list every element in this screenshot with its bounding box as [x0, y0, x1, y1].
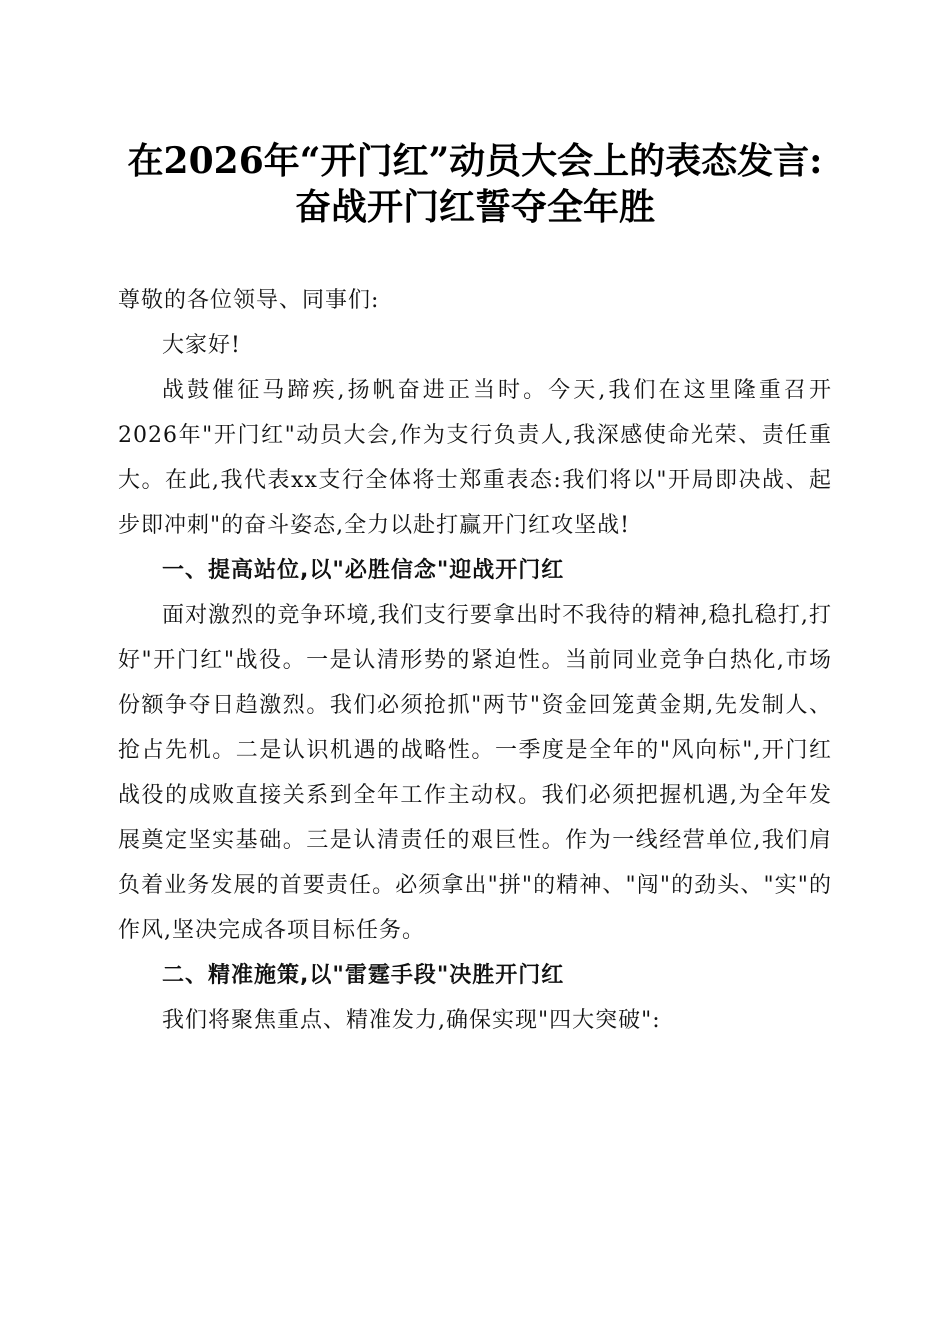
salutation: 尊敬的各位领导、同事们:: [118, 288, 380, 313]
section-1-paragraph: 面对激烈的竞争环境,我们支行要拿出时不我待的精神,稳扎稳打,打好"开门红"战役。一是认清形势的紧迫性。当前同业竞争白热化,市场份额争夺日趋激烈。我们必须抢抓"两节"资金回笼黄金期,先发制人、抢占先机。二是认识机遇的战略性。一季度是全年的"风向标",开门红战役的成败直接关系到全年工作主动权。我们必须把握机遇,为全年发展奠定坚实基础。三是认清责任的艰巨性。作为一线经营单位,我们肩负着业务发展的首要责任。必须拿出"拼"的精神、"闯"的劲头、"实"的作风,坚决完成各项目标任务。: [118, 603, 832, 943]
section-2-heading: 二、精准施策,以"雷霆手段"决胜开门红: [162, 963, 565, 988]
document-title-line-2: 奋战开门红誓夺全年胜: [294, 186, 655, 228]
section-1-heading: 一、提高站位,以"必胜信念"迎战开门红: [162, 558, 565, 583]
greeting: 大家好!: [162, 333, 241, 358]
document-title-line-1: 在2026年“开门红”动员大会上的表态发言:: [127, 140, 823, 182]
section-2-paragraph: 我们将聚焦重点、精准发力,确保实现"四大突破":: [162, 1008, 661, 1033]
document-body: [118, 278, 832, 1043]
intro-paragraph: 战鼓催征马蹄疾,扬帆奋进正当时。今天,我们在这里隆重召开2026年"开门红"动员大会,作为支行负责人,我深感使命光荣、责任重大。在此,我代表xx支行全体将士郑重表态:我们将以"开局即决战、起步即冲刺"的奋斗姿态,全力以赴打赢开门红攻坚战!: [118, 378, 832, 538]
